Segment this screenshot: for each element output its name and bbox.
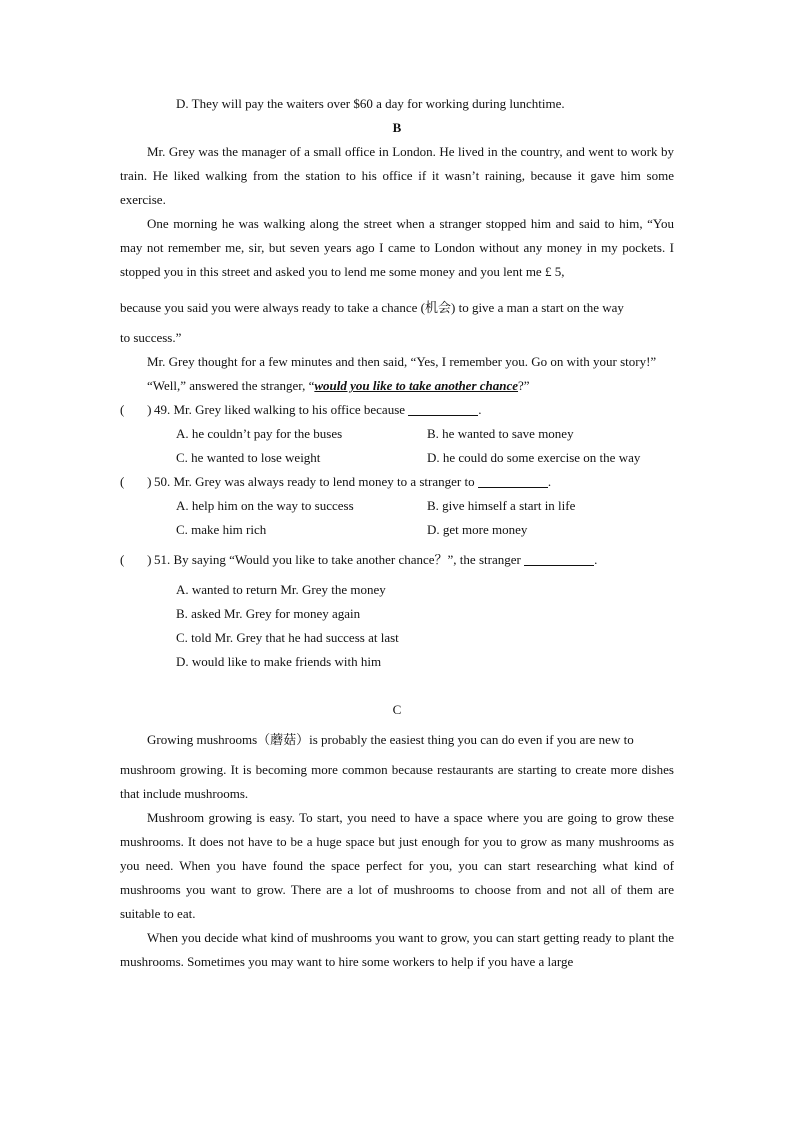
section-b-heading: B [392,120,402,135]
section-c-paragraph-1a: Growing mushrooms（蘑菇）is probably the easiest thing you can do even if you are new to [147,732,634,747]
q51-option-a: A. wanted to return Mr. Grey the money [176,582,386,597]
question-51-stem: 51. By saying “Would you like to take another chance？”, the stranger [154,552,521,567]
answer-blank-49 [408,401,478,416]
question-51: ( ) 51. By saying “Would you like to take another chance？”, the stranger . A. wanted to return Mr. Grey the money B. asked Mr. Grey for money again C. told Mr. Grey that he had success at last D. would like to make friends with him [120,548,674,674]
q50-option-b: B. give himself a start in life [427,498,576,513]
q50-option-c: C. make him rich [176,522,267,537]
section-b-paragraph-2a: One morning he was walking along the street when a stranger stopped him and said to him, “You may not remember me, sir, but seven years ago I came to London without any money in my pockets. I stopped you in this street and asked you to lend me some money and you lent me £ 5, [120,216,674,279]
previous-question-option-d: D. They will pay the waiters over $60 a day for working during lunchtime. [176,96,565,111]
answer-paren-49[interactable]: ( ) [120,402,152,417]
section-b-paragraph-4 [120,374,674,398]
section-c-paragraph-3: When you decide what kind of mushrooms you want to grow, you can start getting ready to plant the mushrooms. Sometimes you may want to hire some workers to help if you have a large [120,930,674,969]
q51-option-c: C. told Mr. Grey that he had success at last [176,630,399,645]
q49-option-b: B. he wanted to save money [427,426,574,441]
question-50: ( ) 50. Mr. Grey was always ready to lend money to a stranger to . A. help him on the way to success B. give himself a start in life C. make him rich D. get more money [120,470,674,542]
question-50-stem: 50. Mr. Grey was always ready to lend money to a stranger to [154,474,475,489]
answer-paren-51[interactable]: ( ) [120,552,152,567]
section-b-paragraph-3: Mr. Grey thought for a few minutes and then said, “Yes, I remember you. Go on with your story!” [147,354,657,369]
q49-option-d: D. he could do some exercise on the way [427,450,641,465]
para4-emphasis: would you like to take another chance [314,378,519,393]
section-c-paragraph-1b: mushroom growing. It is becoming more common because restaurants are starting to create more dishes that include mushrooms. [120,762,674,801]
section-c-paragraph-2: Mushroom growing is easy. To start, you need to have a space where you are going to grow these mushrooms. It does not have to be a huge space but just enough for you to grow as many mushrooms as you need. When you have found the space perfect for you, you can start researching what kind of mushrooms you want to grow. There are a lot of mushrooms to choose from and not all of them are suitable to eat. [120,810,674,921]
answer-paren-50[interactable]: ( ) [120,474,152,489]
para4-prefix: “Well,” answered the stranger, “ [147,378,315,393]
section-b-paragraph-2c: to success.” [120,330,182,345]
document-page [120,92,674,974]
answer-blank-50 [478,473,548,488]
question-49-stem: 49. Mr. Grey liked walking to his office because [154,402,406,417]
q51-option-d: D. would like to make friends with him [176,654,382,669]
question-49: ( ) 49. Mr. Grey liked walking to his office because . A. he couldn’t pay for the buses B. he wanted to save money C. he wanted to lose weight D. he could do some exercise on the way [120,398,674,470]
para4-suffix: ?” [518,378,530,393]
section-b-paragraph-2b: because you said you were always ready to take a chance (机会) to give a man a start on the way [120,300,624,315]
q51-option-b: B. asked Mr. Grey for money again [176,606,361,621]
q49-option-a: A. he couldn’t pay for the buses [176,426,343,441]
q50-option-a: A. help him on the way to success [176,498,354,513]
q49-option-c: C. he wanted to lose weight [176,450,321,465]
q50-option-d: D. get more money [427,522,528,537]
section-b-paragraph-1: Mr. Grey was the manager of a small office in London. He lived in the country, and went to work by train. He liked walking from the station to his office if it wasn’t raining, because it gave him some exercise. [120,144,674,207]
section-c-heading: C [392,702,402,717]
answer-blank-51 [524,551,594,566]
